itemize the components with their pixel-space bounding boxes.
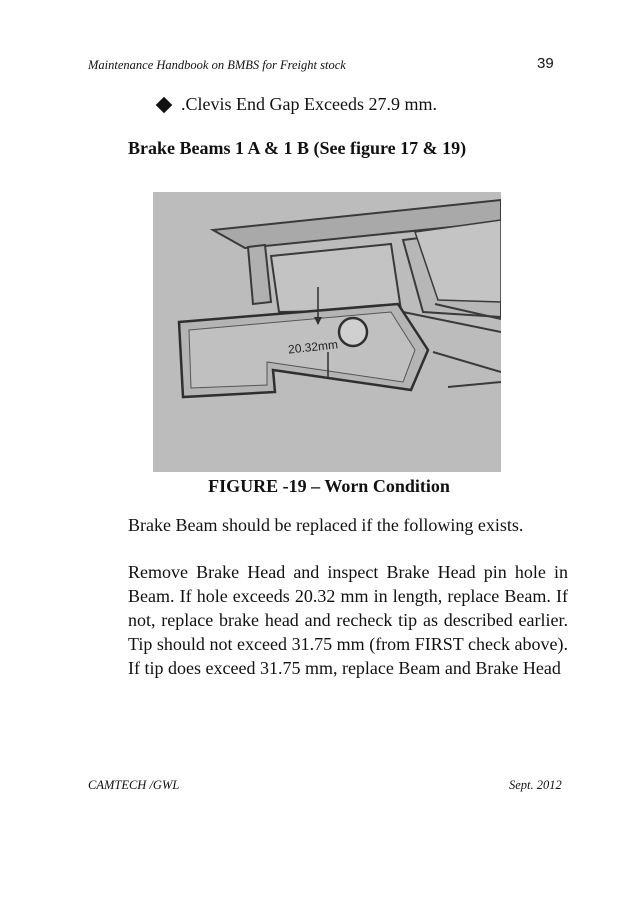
figure-caption bbox=[0, 476, 638, 497]
bullet-text: .Clevis End Gap Exceeds 27.9 mm. bbox=[181, 94, 437, 114]
brake-beam-drawing bbox=[153, 192, 501, 472]
page-number: 39 bbox=[537, 55, 554, 72]
dimension-label: 20.32mm bbox=[287, 337, 339, 357]
header-title: Maintenance Handbook on BMBS for Freight stock bbox=[88, 58, 346, 72]
section-heading: Brake Beams 1 A & 1 B (See figure 17 & 19) bbox=[128, 138, 467, 158]
bullet-item bbox=[157, 94, 437, 115]
figure-caption-text: FIGURE -19 – Worn Condition bbox=[208, 476, 450, 496]
instructions-paragraph: Remove Brake Head and inspect Brake Head pin hole in Beam. If hole exceeds 20.32 mm in length, replace Beam. If not, replace brake head and recheck tip as described earlier. Tip should not exceed 31.75 mm (from FIRST check above). If tip does exceed 31.75 mm, replace Beam and Brake Head bbox=[128, 562, 568, 678]
footer-right: Sept. 2012 bbox=[509, 778, 562, 792]
figure-photo bbox=[153, 192, 501, 472]
diamond-bullet-icon bbox=[157, 98, 171, 112]
footer-left: CAMTECH /GWL bbox=[88, 778, 180, 792]
intro-paragraph: Brake Beam should be replaced if the following exists. bbox=[128, 515, 524, 535]
